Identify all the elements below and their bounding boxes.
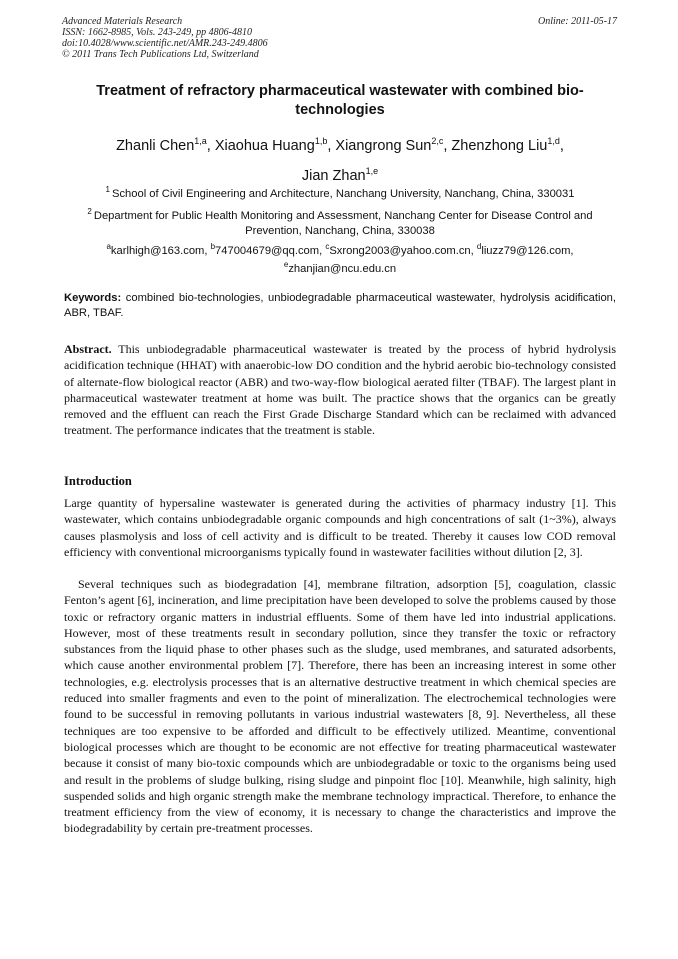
author-name: Xiangrong Sun	[335, 138, 432, 154]
author	[335, 138, 443, 154]
affiliation-1	[64, 182, 616, 202]
affiliation-2	[64, 204, 616, 239]
paper-title: Treatment of refractory pharmaceutical wastewater with combined bio-technologies	[96, 83, 584, 118]
abstract-label: Abstract.	[64, 342, 112, 356]
email	[283, 260, 397, 275]
author	[215, 138, 328, 154]
introduction-heading: Introduction	[64, 474, 132, 488]
email-superscript: e	[283, 260, 289, 269]
email	[325, 242, 471, 257]
author-name: Zhanli Chen	[116, 138, 195, 154]
online-date: Online: 2011-05-17	[538, 16, 617, 27]
email-list: $^a$karlhigh@163.com, $^b$747004679@qq.com, $^c$Sxrong2003@yahoo.com.cn, $^d$liuzz79@126.com, $^e$zhanjian@ncu.edu.cn	[106, 242, 574, 275]
intro-paragraph-2: Several techniques such as biodegradation [4], membrane filtration, adsorption [5], coagulation, classic Fenton’s agent [6], incineration, and lime precipitation have been developed to solve the problems caused by those toxic or refractory organic matters in industrial effluents. Some of them have led into industrial applications. However, most of these treatments result in secondary pollution, since they transfer the toxic or refractory substances from the liquid phase to other phases such as the sludge, used membranes, and saturated adsorbents, which cause another environmental problem [7]. Therefore, there has been an increasing interest in some other technologies, e.g. electrolysis processes that is an alternative destructive treatment in which chemical species are reduced into smaller fragments and even to the point of mineralization. The electrochemical technologies were found to be successful in removing pollutants in various industrial wastewaters [8, 9]. Nevertheless, all these techniques are too expensive to be afforded and difficult to be effectively utilized. Meantime, conventional biological processes which are thought to be economic are not effective for treating pharmaceutical wastewater because it consist of many bio-toxic compounds which are unbiodegradable or toxic to the organisms being used and result in the problems of sludge bulking, rising sludge and pinpoint floc [10]. Meanwhile, high salinity, high suspended solids and high organic strength make the membrane technology impractical. Therefore, to enhance the treatment efficiency from the view of economy, it is necessary to change the characteristics and improve the biodegradability by certain pre-treatment processes.	[64, 577, 616, 836]
journal-header	[62, 16, 617, 60]
keywords-block	[64, 291, 616, 321]
email-address: 747004679@qq.com	[215, 245, 320, 257]
issn-line: ISSN: 1662-8985, Vols. 243-249, pp 4806-4810	[62, 27, 252, 38]
author-superscript: 2,c	[431, 136, 444, 146]
author-name: Jian Zhan	[301, 168, 366, 184]
copyright-line: © 2011 Trans Tech Publications Ltd, Switzerland	[62, 49, 259, 60]
affiliation-text: School of Civil Engineering and Architecture, Nanchang University, Nanchang, China, 330031	[111, 188, 575, 200]
author-superscript: 1,a	[194, 136, 207, 146]
author-name: Xiaohua Huang	[214, 138, 315, 154]
email	[476, 242, 571, 257]
author	[116, 138, 207, 154]
author-superscript: 1,d	[547, 136, 560, 146]
journal-name: Advanced Materials Research	[62, 16, 183, 27]
email	[210, 242, 320, 257]
abstract-block	[64, 341, 616, 439]
author-superscript: 1,b	[314, 136, 328, 146]
email-superscript: c	[325, 242, 330, 251]
email-address: Sxrong2003@yahoo.com.cn	[329, 245, 471, 257]
author-list: Zhanli Chen$^{1,a}$, Xiaohua Huang$^{1,b}$, Xiangrong Sun$^{2,c}$, Zhenzhong Liu$^{1,d}$, Jian Zhan$^{1,e}$	[116, 136, 564, 184]
affiliation-superscript: 1	[105, 185, 110, 194]
email-address: zhanjian@ncu.edu.cn	[288, 263, 397, 275]
email-address: liuzz79@126.com	[481, 245, 571, 257]
abstract-text: This unbiodegradable pharmaceutical wastewater is treated by the process of hybrid hydrolysis acidification technique (HHAT) with anaerobic-low DO condition and the hybrid aerobic bio-technology consisted of alternate-flow biological reactor (ABR) and two-way-flow biological aerated filter (TBAF). The largest plant in pharmaceutical wastewater treatment at home was built. The practice shows that the organics can be greatly removed and the effluent can reach the First Grade Discharge Standard which can be reclaimed with advanced treatment. The performance indicates that the treatment is stable.	[64, 342, 617, 438]
author	[451, 138, 559, 154]
author-name: Zhenzhong Liu	[451, 138, 548, 154]
email-superscript: a	[106, 242, 111, 251]
doi-line: doi:10.4028/www.scientific.net/AMR.243-249.4806	[62, 38, 268, 49]
keywords-label: Keywords:	[64, 292, 122, 304]
affiliation-text: Department for Public Health Monitoring and Assessment, Nanchang Center for Disease Control and Prevention, Nanchang, China, 330038	[93, 210, 593, 237]
author-superscript: 1,e	[365, 166, 379, 176]
affiliation-superscript: 2	[87, 207, 92, 216]
email-superscript: d	[476, 242, 482, 251]
intro-paragraph-1: Large quantity of hypersaline wastewater is generated during the activities of pharmacy industry [1]. This wastewater, which contains unbiodegradable organic compounds and high concentrations of salt (1~3%), always causes plasmolysis and loss of cell activity and is difficult to be treated. Thereby it causes low COD removal efficiency with conventional microorganisms typically found in wastewater facilities without dilution [2, 3].	[64, 496, 616, 559]
email-address: karlhigh@163.com	[110, 245, 205, 257]
email-superscript: b	[210, 242, 216, 251]
keywords-text: combined bio-technologies, unbiodegradable pharmaceutical wastewater, hydrolysis acidification, ABR, TBAF.	[64, 292, 617, 319]
email	[106, 242, 205, 257]
